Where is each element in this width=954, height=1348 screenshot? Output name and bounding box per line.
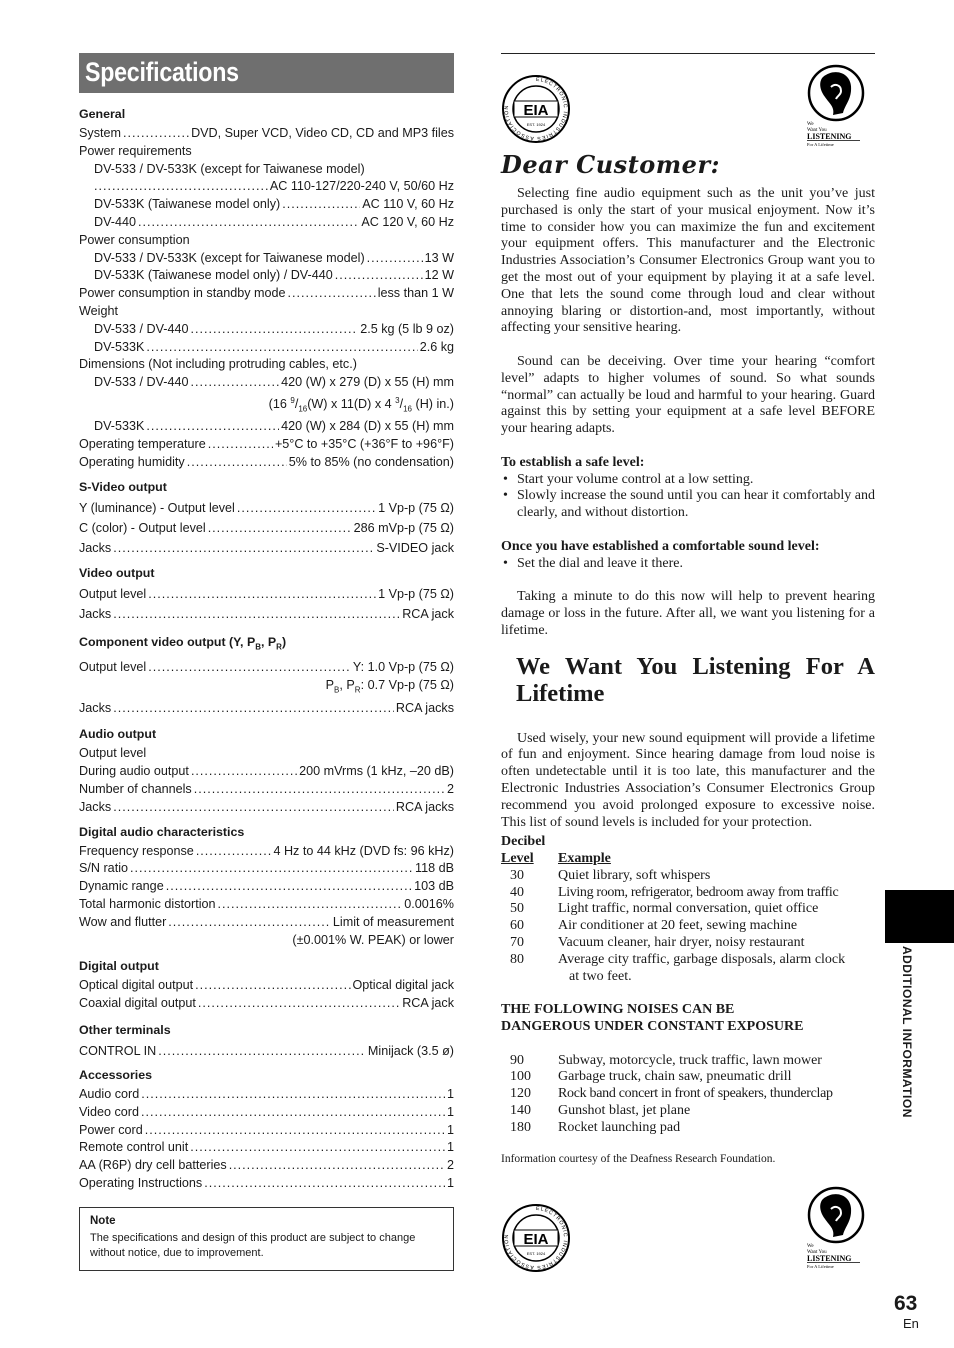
- spec-row: Operating humidity ..... 5% to 85% (no condensation): [79, 454, 454, 472]
- table-row: 120 Rock band concert in front of speakers, thunderclap: [510, 1086, 833, 1102]
- eia-logo-icon: [501, 74, 571, 144]
- dear-customer-heading: Dear Customer:: [501, 150, 720, 179]
- spec-row: System ..... DVD, Super VCD, Video CD, CD and MP3 files: [79, 125, 454, 143]
- spec-row: DV-533K ..... 2.6 kg: [79, 339, 454, 357]
- section-heading-component: Component video output (Y, $P_B$, $P_R$): [79, 634, 287, 652]
- table-row: 30 Quiet library, soft whispers: [510, 867, 711, 883]
- table-row: 70 Vacuum cleaner, hair dryer, noisy restaurant: [510, 935, 805, 951]
- accessory-row: Operating Instructions ..... 1: [79, 1175, 454, 1193]
- section-heading-general: General: [79, 107, 126, 121]
- spec-row: Optical digital output ..... Optical digital jack: [79, 977, 454, 995]
- spec-row: During audio output ..... 200 mVrms (1 kHz, –20 dB): [79, 763, 454, 781]
- table-row: 60 Air conditioner at 20 feet, sewing machine: [510, 918, 798, 934]
- spec-list: [79, 106, 454, 1271]
- spec-row: Jacks ..... RCA jacks: [79, 700, 454, 718]
- spec-row: Wow and flutter ..... Limit of measurement: [79, 914, 454, 932]
- spec-subheading: Output level: [79, 746, 147, 761]
- note-box: [79, 1207, 454, 1271]
- section-heading-listening: We Want You Listening For A Lifetime: [516, 652, 875, 707]
- svg-text:EST. 1924: EST. 1924: [526, 122, 546, 127]
- note-title: Note: [90, 1214, 116, 1227]
- logo-row-bottom: [501, 1181, 875, 1281]
- spec-row: DV-533 / DV-440 ..... 2.5 kg (5 lb 9 oz): [79, 321, 454, 339]
- svg-text:EIA: EIA: [523, 102, 549, 119]
- spec-subheading: Weight: [79, 303, 118, 318]
- courtesy-note: Information courtesy of the Deafness Research Foundation.: [501, 1152, 776, 1165]
- safe-level-heading: To establish a safe level:: [501, 454, 645, 470]
- table-header: Level Example: [501, 851, 611, 867]
- page-number: 63: [894, 1292, 918, 1315]
- spec-row: Jacks ..... S-VIDEO jack: [79, 538, 454, 558]
- paragraph: Selecting fine audio equipment such as the unit you’ve just purchased is only the start of your musical enjoyment. Now it’s time to consider how you can maximize the fun and excitement your equipment offers. This manufacturer and the Electronic Industries Association’s Consumer Electronics Group want you to get the most out of your equipment by playing it at a safe level. One that lets the sound come through loud and clear without annoying blaring or distortion-and, most importantly, without affecting your sensitive hearing.: [501, 186, 875, 336]
- spec-row: Operating temperature ..... +5°C to +35°C (+36°F to +96°F): [79, 436, 454, 454]
- spec-dimension-inches: (16 $^9/_{16}(W)$ x 11(D) x 4 $^3/_{16}$ (H) in.): [268, 395, 454, 414]
- spec-row: C (color) - Output level ..... 286 mVp-p (75 Ω): [79, 518, 454, 538]
- comfortable-level-heading: Once you have established a comfortable sound level:: [501, 538, 820, 554]
- spec-row: DV-533K (Taiwanese model only) / DV-440 ..... 12 W: [79, 267, 454, 285]
- table-row: 100 Garbage truck, chain saw, pneumatic drill: [510, 1069, 792, 1085]
- section-heading-accessories: Accessories: [79, 1067, 153, 1082]
- section-heading-video: Video output: [79, 565, 155, 580]
- spec-subheading: Power requirements: [79, 143, 192, 158]
- spec-row: Output level ..... 1 Vp-p (75 Ω): [79, 584, 454, 604]
- spec-row: Number of channels ..... 2: [79, 781, 454, 799]
- section-heading-digital-audio: Digital audio characteristics: [79, 824, 245, 839]
- we-want-you-listening-logo-icon: [805, 63, 867, 149]
- section-heading-audio: Audio output: [79, 727, 157, 742]
- svg-text:We: We: [807, 122, 814, 127]
- spec-row: Y (luminance) - Output level ..... 1 Vp-p (75 Ω): [79, 498, 454, 518]
- spec-row-pbpr: $P_B$, $P_R$: 0.7 Vp-p (75 Ω): [325, 678, 454, 695]
- list-item: • Set the dial and leave it there.: [503, 555, 683, 571]
- svg-text:Want You: Want You: [807, 1250, 827, 1256]
- page-title: Specifications: [79, 53, 454, 93]
- svg-text:ELECTRONIC INDUSTRIES ASSOCIAT: ELECTRONIC INDUSTRIES ASSOCIATION: [503, 76, 569, 142]
- side-section-label: ADDITIONAL INFORMATION: [900, 946, 914, 1118]
- paragraph: Sound can be deceiving. Over time your hearing “comfort level” adapts to higher volumes of sound. So what sounds “normal” can actually be loud and harmful to your hearing. Guard against this by setting your equipment at a safe level BEFORE your hearing adapts.: [501, 353, 875, 437]
- paragraph: Taking a minute to do this now will help to prevent hearing damage or loss in the future. After all, we want you listening for a lifetime.: [501, 589, 875, 638]
- table-row: 90 Subway, motorcycle, truck traffic, lawn mower: [510, 1052, 822, 1068]
- accessory-row: Video cord ..... 1: [79, 1104, 454, 1122]
- spec-subheading: Dimensions (Not including protruding cables, etc.): [79, 357, 357, 372]
- accessory-row: Remote control unit ..... 1: [79, 1139, 454, 1157]
- svg-text:LISTENING: LISTENING: [807, 1254, 852, 1264]
- table-row: 80 Average city traffic, garbage disposals, alarm clock: [510, 951, 846, 967]
- table-row: 40 Living room, refrigerator, bedroom away from traffic: [510, 884, 839, 900]
- spec-row: ..... AC 110-127/220-240 V, 50/60 Hz: [79, 178, 454, 196]
- spec-row: CONTROL IN ..... Minijack (3.5 ø): [79, 1041, 454, 1061]
- spec-row: Dynamic range ..... 103 dB: [79, 878, 454, 896]
- spec-row: Power consumption in standby mode ..... less than 1 W: [79, 285, 454, 303]
- accessory-row: AA (R6P) dry cell batteries ..... 2: [79, 1157, 454, 1175]
- spec-row: S/N ratio ..... 118 dB: [79, 860, 454, 878]
- svg-text:For A Lifetime: For A Lifetime: [807, 142, 834, 147]
- svg-text:We: We: [807, 1244, 814, 1250]
- danger-heading: THE FOLLOWING NOISES CAN BE DANGEROUS UNDER CONSTANT EXPOSURE: [501, 1002, 804, 1035]
- note-text: The specifications and design of this product are subject to change without notice, due to improvement.: [90, 1231, 416, 1259]
- decibel-label: Decibel: [501, 834, 546, 850]
- logo-row-top: [501, 54, 875, 146]
- spec-model-label: DV-533 / DV-533K (except for Taiwanese model): [94, 161, 365, 176]
- spec-row: DV-533K (Taiwanese model only) ..... AC 110 V, 60 Hz: [79, 196, 454, 214]
- list-item: • Start your volume control at a low setting.: [503, 471, 754, 487]
- svg-text:ELECTRONIC INDUSTRIES ASSOCIAT: ELECTRONIC INDUSTRIES ASSOCIATION: [503, 1206, 569, 1271]
- spec-row: Jacks ..... RCA jack: [79, 604, 454, 624]
- spec-row: DV-440 ..... AC 120 V, 60 Hz: [79, 214, 454, 232]
- spec-row: DV-533K ..... 420 (W) x 284 (D) x 55 (H) mm: [79, 418, 454, 436]
- spec-row: DV-533 / DV-440 ..... 420 (W) x 279 (D) x 55 (H) mm: [79, 374, 454, 392]
- we-want-you-listening-logo-icon: [805, 1185, 867, 1271]
- decibel-table: [501, 834, 875, 1136]
- section-heading-other: Other terminals: [79, 1022, 171, 1037]
- svg-text:For A Lifetime: For A Lifetime: [807, 1264, 834, 1270]
- specifications-column: [79, 53, 454, 1271]
- spec-row: Frequency response ..... 4 Hz to 44 kHz (DVD fs: 96 kHz): [79, 843, 454, 861]
- section-heading-svideo: S-Video output: [79, 479, 167, 494]
- table-row-continued: at two feet.: [569, 968, 632, 984]
- spec-row: Output level ..... Y: 1.0 Vp-p (75 Ω): [79, 657, 454, 677]
- spec-row: Coaxial digital output ..... RCA jack: [79, 995, 454, 1013]
- dear-customer-column: [501, 53, 875, 1281]
- spec-subheading: Power consumption: [79, 232, 190, 247]
- spec-row-continued: (±0.001% W. PEAK) or lower: [292, 932, 454, 947]
- table-row: 140 Gunshot blast, jet plane: [510, 1103, 691, 1119]
- section-heading-digital-output: Digital output: [79, 959, 159, 974]
- accessory-row: Audio cord ..... 1: [79, 1086, 454, 1104]
- table-row: 50 Light traffic, normal conversation, quiet office: [510, 901, 819, 917]
- spec-row: Jacks ..... RCA jacks: [79, 799, 454, 817]
- section-tab-marker: [885, 890, 954, 943]
- spec-row: Total harmonic distortion ..... 0.0016%: [79, 896, 454, 914]
- svg-text:Want You: Want You: [807, 128, 827, 133]
- table-row: 180 Rocket launching pad: [510, 1119, 681, 1135]
- svg-text:EIA: EIA: [523, 1231, 549, 1249]
- svg-text:LISTENING: LISTENING: [807, 132, 852, 141]
- accessory-row: Power cord ..... 1: [79, 1122, 454, 1140]
- paragraph: Used wisely, your new sound equipment will provide a lifetime of fun and enjoyment. Since hearing damage from loud noise is often undetectable until it is too late, this manufacturer and the Electronic Industries Association’s Consumer Electronics Group recommend you avoid prolonged exposure to excessive noise. This list of sound levels is included for your protection.: [501, 730, 875, 830]
- eia-logo-icon: [501, 1203, 571, 1273]
- svg-text:EST. 1924: EST. 1924: [526, 1251, 546, 1257]
- list-item: • Slowly increase the sound until you can hear it comfortably and clearly, and without distortion.: [503, 488, 875, 521]
- spec-row: DV-533 / DV-533K (except for Taiwanese model) ..... 13 W: [79, 250, 454, 268]
- page-language: En: [903, 1316, 919, 1331]
